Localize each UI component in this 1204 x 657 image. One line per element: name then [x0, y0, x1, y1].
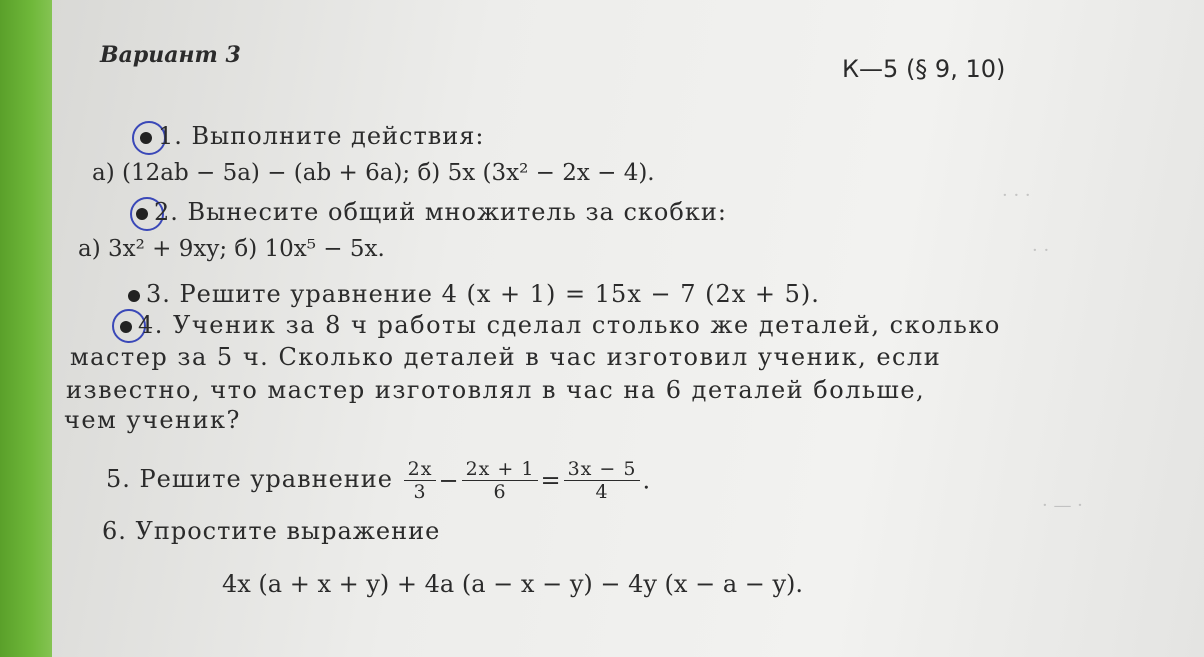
task-5-title: 5. Решите уравнение: [106, 465, 393, 493]
task-1-expression: а) (12ab − 5a) − (ab + 6a); б) 5x (3x² − 2x − 4).: [92, 160, 655, 186]
test-code: К—5 (§ 9, 10): [842, 55, 1006, 83]
task-3-title: 3. Решите уравнение 4 (x + 1) = 15x − 7 (2x + 5).: [128, 280, 820, 308]
task-2-title: 2. Вынесите общий множитель за скобки:: [136, 198, 727, 226]
operator-minus: −: [438, 466, 460, 495]
bullet-dot-icon: [140, 132, 152, 144]
fraction-1: $\frac{2x}{3}$: [404, 458, 437, 503]
task-2-expression: а) 3x² + 9xy; б) 10x⁵ − 5x.: [78, 236, 385, 262]
operator-equals: =: [540, 466, 562, 495]
task-4-line-2: мастер за 5 ч. Сколько деталей в час изготовил ученик, если: [70, 343, 942, 371]
task-5: [106, 458, 651, 503]
task-4-line-3: известно, что мастер изготовлял в час на 6 деталей больше,: [66, 376, 926, 404]
task-1-title: 1. Выполните действия:: [140, 122, 485, 150]
worksheet-page: [52, 0, 1204, 657]
fraction-3: $\frac{3x - 5}{4}$: [564, 458, 641, 503]
fraction-2: $\frac{2x + 1}{6}$: [462, 458, 539, 503]
bullet-dot-icon: [136, 208, 148, 220]
variant-title: Вариант 3: [100, 42, 241, 68]
task-4-line-4: чем ученик?: [64, 406, 241, 434]
task-5-end: .: [642, 466, 652, 495]
task-6-title: 6. Упростите выражение: [102, 517, 441, 545]
bleed-through-noise: · ·: [1032, 240, 1050, 261]
bullet-dot-icon: [120, 321, 132, 333]
bleed-through-noise: · — ·: [1042, 495, 1083, 516]
task-6-expression: 4x (a + x + y) + 4a (a − x − y) − 4y (x − a − y).: [222, 570, 804, 598]
bleed-through-noise: · · ·: [1002, 185, 1031, 206]
green-background-strip: [0, 0, 58, 657]
task-4-line-1: 4. Ученик за 8 ч работы сделал столько же деталей, сколько: [120, 311, 1001, 339]
bullet-dot-icon: [128, 290, 140, 302]
